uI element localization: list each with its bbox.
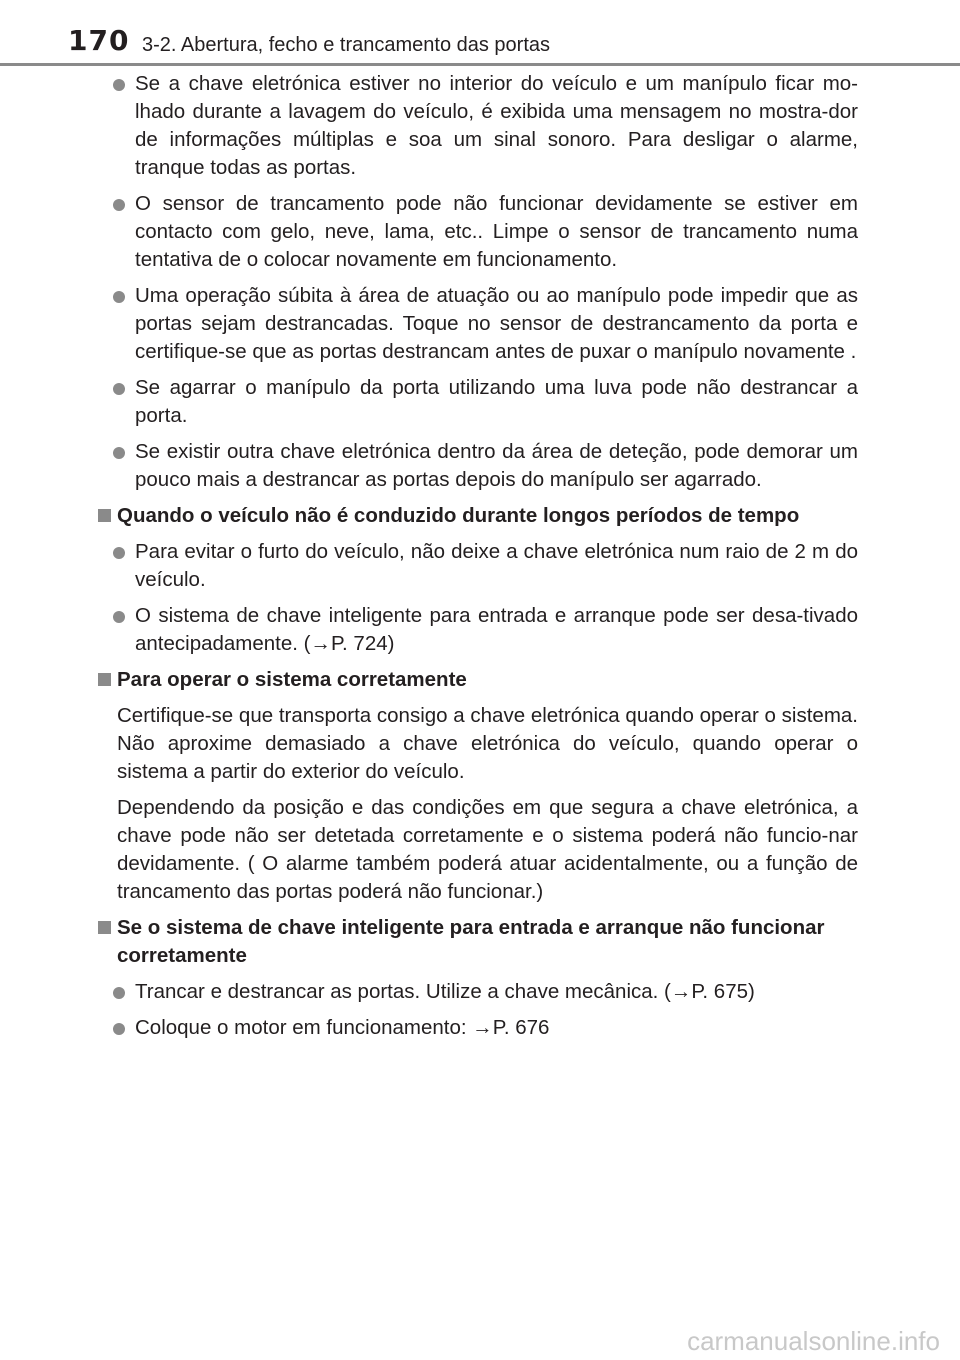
heading-text: Quando o veículo não é conduzido durante longos períodos de tempo — [117, 504, 800, 527]
paragraph: Certifique-se que transporta consigo a chave eletrónica quando operar o sistema. Não aproxime demasiado a chave eletrónica do veículo, quando operar o sistema a partir do exterior do veículo. — [117, 704, 858, 783]
section-heading-operate — [98, 666, 858, 694]
bullet-text: Para evitar o furto do veículo, não deixe a chave eletrónica num raio de 2 m do veículo. — [135, 540, 858, 591]
square-bullet-icon — [98, 509, 111, 522]
bullet-item — [98, 538, 858, 594]
bullet-dot-icon — [113, 447, 125, 459]
bullet-text: Se agarrar o manípulo da porta utilizando uma luva pode não destrancar a porta. — [135, 376, 858, 427]
bullet-text: Se a chave eletrónica estiver no interior do veículo e um manípulo ficar mo-lhado durante a lavagem do veículo, é exibida uma mensagem no mostra-dor de informações múltiplas e soa um sinal sonoro. Para desligar o alarme, tranque todas as portas. — [135, 72, 858, 179]
bullet-text: Coloque o motor em funcionamento: →P. 676 — [135, 1016, 550, 1039]
watermark: carmanualsonline.info — [687, 1326, 940, 1356]
bullet-dot-icon — [113, 383, 125, 395]
square-bullet-icon — [98, 921, 111, 934]
bullet-dot-icon — [113, 547, 125, 559]
header-divider — [0, 63, 960, 66]
bullet-dot-icon — [113, 291, 125, 303]
bullet-item — [98, 1014, 858, 1042]
paragraph: Dependendo da posição e das condições em que segura a chave eletrónica, a chave pode não ser detetada corretamente e o sistema poderá não funcio-nar devidamente. ( O alarme também poderá atuar acidentalmente, ou a função de trancamento das portas poderá não funcionar.) — [117, 796, 858, 903]
bullet-item — [98, 438, 858, 494]
page-content — [98, 70, 858, 1050]
section-heading-malfunction — [98, 914, 858, 970]
bullet-item — [98, 602, 858, 658]
page-number: 170 — [68, 24, 130, 57]
bullet-text: Uma operação súbita à área de atuação ou ao manípulo pode impedir que as portas sejam destrancadas. Toque no sensor de destrancamento da porta e certifique-se que as portas destrancam antes de puxar o manípulo novamente . — [135, 284, 858, 363]
heading-text: Para operar o sistema corretamente — [117, 668, 467, 691]
page-header — [0, 0, 960, 66]
bullet-item — [98, 374, 858, 430]
bullet-dot-icon — [113, 987, 125, 999]
bullet-item — [98, 190, 858, 274]
bullet-text: Trancar e destrancar as portas. Utilize a chave mecânica. (→P. 675) — [135, 980, 755, 1003]
heading-text: Se o sistema de chave inteligente para entrada e arranque não funcionar corretamente — [117, 916, 825, 967]
bullet-dot-icon — [113, 1023, 125, 1035]
bullet-dot-icon — [113, 611, 125, 623]
bullet-item — [98, 282, 858, 366]
bullet-dot-icon — [113, 199, 125, 211]
section-title: 3-2. Abertura, fecho e trancamento das portas — [142, 34, 551, 56]
bullet-text: Se existir outra chave eletrónica dentro da área de deteção, pode demorar um pouco mais a destrancar as portas depois do manípulo ser agarrado. — [135, 440, 858, 491]
bullet-text: O sensor de trancamento pode não funcionar devidamente se estiver em contacto com gelo, neve, lama, etc.. Limpe o sensor de trancamento numa tentativa de o colocar novamente em funcionamento. — [135, 192, 858, 271]
bullet-dot-icon — [113, 79, 125, 91]
bullet-item — [98, 978, 858, 1006]
bullet-item — [98, 70, 858, 182]
bullet-text: O sistema de chave inteligente para entrada e arranque pode ser desa-tivado antecipadamente. (→P. 724) — [135, 604, 858, 655]
section-heading-long-periods — [98, 502, 858, 530]
square-bullet-icon — [98, 673, 111, 686]
